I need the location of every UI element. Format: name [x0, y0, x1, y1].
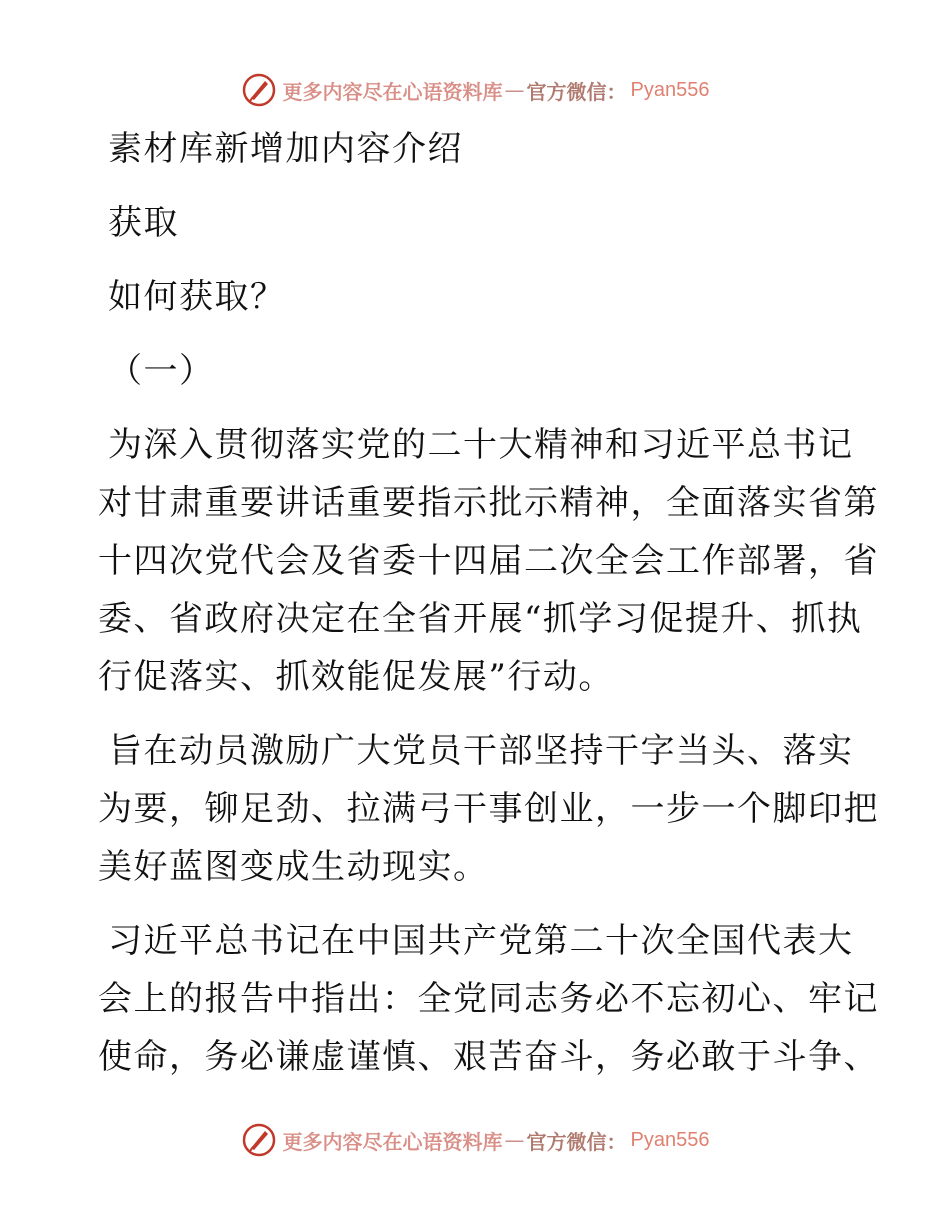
section-number-one: （一） [108, 351, 215, 391]
paragraph-3 [98, 912, 879, 1086]
document-body [98, 120, 879, 1102]
watermark-separator: — [504, 78, 525, 102]
watermark-site-text: 更多内容尽在心语资料库 [282, 1129, 503, 1154]
paragraph-line: 委、省政府决定在全省开展“抓学习促提升、抓执 [98, 599, 863, 639]
footer-watermark-banner [0, 1120, 950, 1160]
watermark-separator: — [504, 1128, 525, 1152]
watermark-wechat-id: Pyan556 [630, 1128, 710, 1151]
watermark-site-text: 更多内容尽在心语资料库 [282, 79, 503, 104]
paragraph-2 [98, 722, 879, 896]
paragraph-line: 美好蓝图变成生动现实。 [98, 847, 489, 887]
paragraph-line: 为要，铆足劲、拉满弓干事创业，一步一个脚印把 [98, 789, 879, 829]
paragraph-line: 会上的报告中指出：全党同志务必不忘初心、牢记 [98, 979, 879, 1019]
paragraph-line: 使命，务必谦虚谨慎、艰苦奋斗，务必敢于斗争、 [98, 1037, 879, 1077]
watermark-official-label: 官方微信： [526, 79, 627, 104]
section-question-how-to-obtain: 如何获取？ [108, 277, 286, 317]
quill-pen-logo-icon [241, 1122, 277, 1158]
paragraph-line: 行促落实、抓效能促发展”行动。 [98, 657, 614, 697]
paragraph-line: 为深入贯彻落实党的二十大精神和习近平总书记 [108, 425, 854, 465]
quill-pen-logo-icon [241, 72, 277, 108]
paragraph-line: 旨在动员激励广大党员干部坚持干字当头、落实 [108, 731, 854, 771]
section-title: 素材库新增加内容介绍 [108, 129, 463, 169]
paragraph-line: 对甘肃重要讲话重要指示批示精神，全面落实省第 [98, 483, 879, 523]
header-watermark-banner [0, 70, 950, 110]
watermark-official-label: 官方微信： [526, 1129, 627, 1154]
paragraph-line: 习近平总书记在中国共产党第二十次全国代表大 [108, 921, 854, 961]
watermark-wechat-id: Pyan556 [630, 78, 710, 101]
section-subtitle-obtain: 获取 [108, 203, 179, 243]
paragraph-line: 十四次党代会及省委十四届二次全会工作部署，省 [98, 541, 879, 581]
paragraph-1 [98, 416, 879, 706]
